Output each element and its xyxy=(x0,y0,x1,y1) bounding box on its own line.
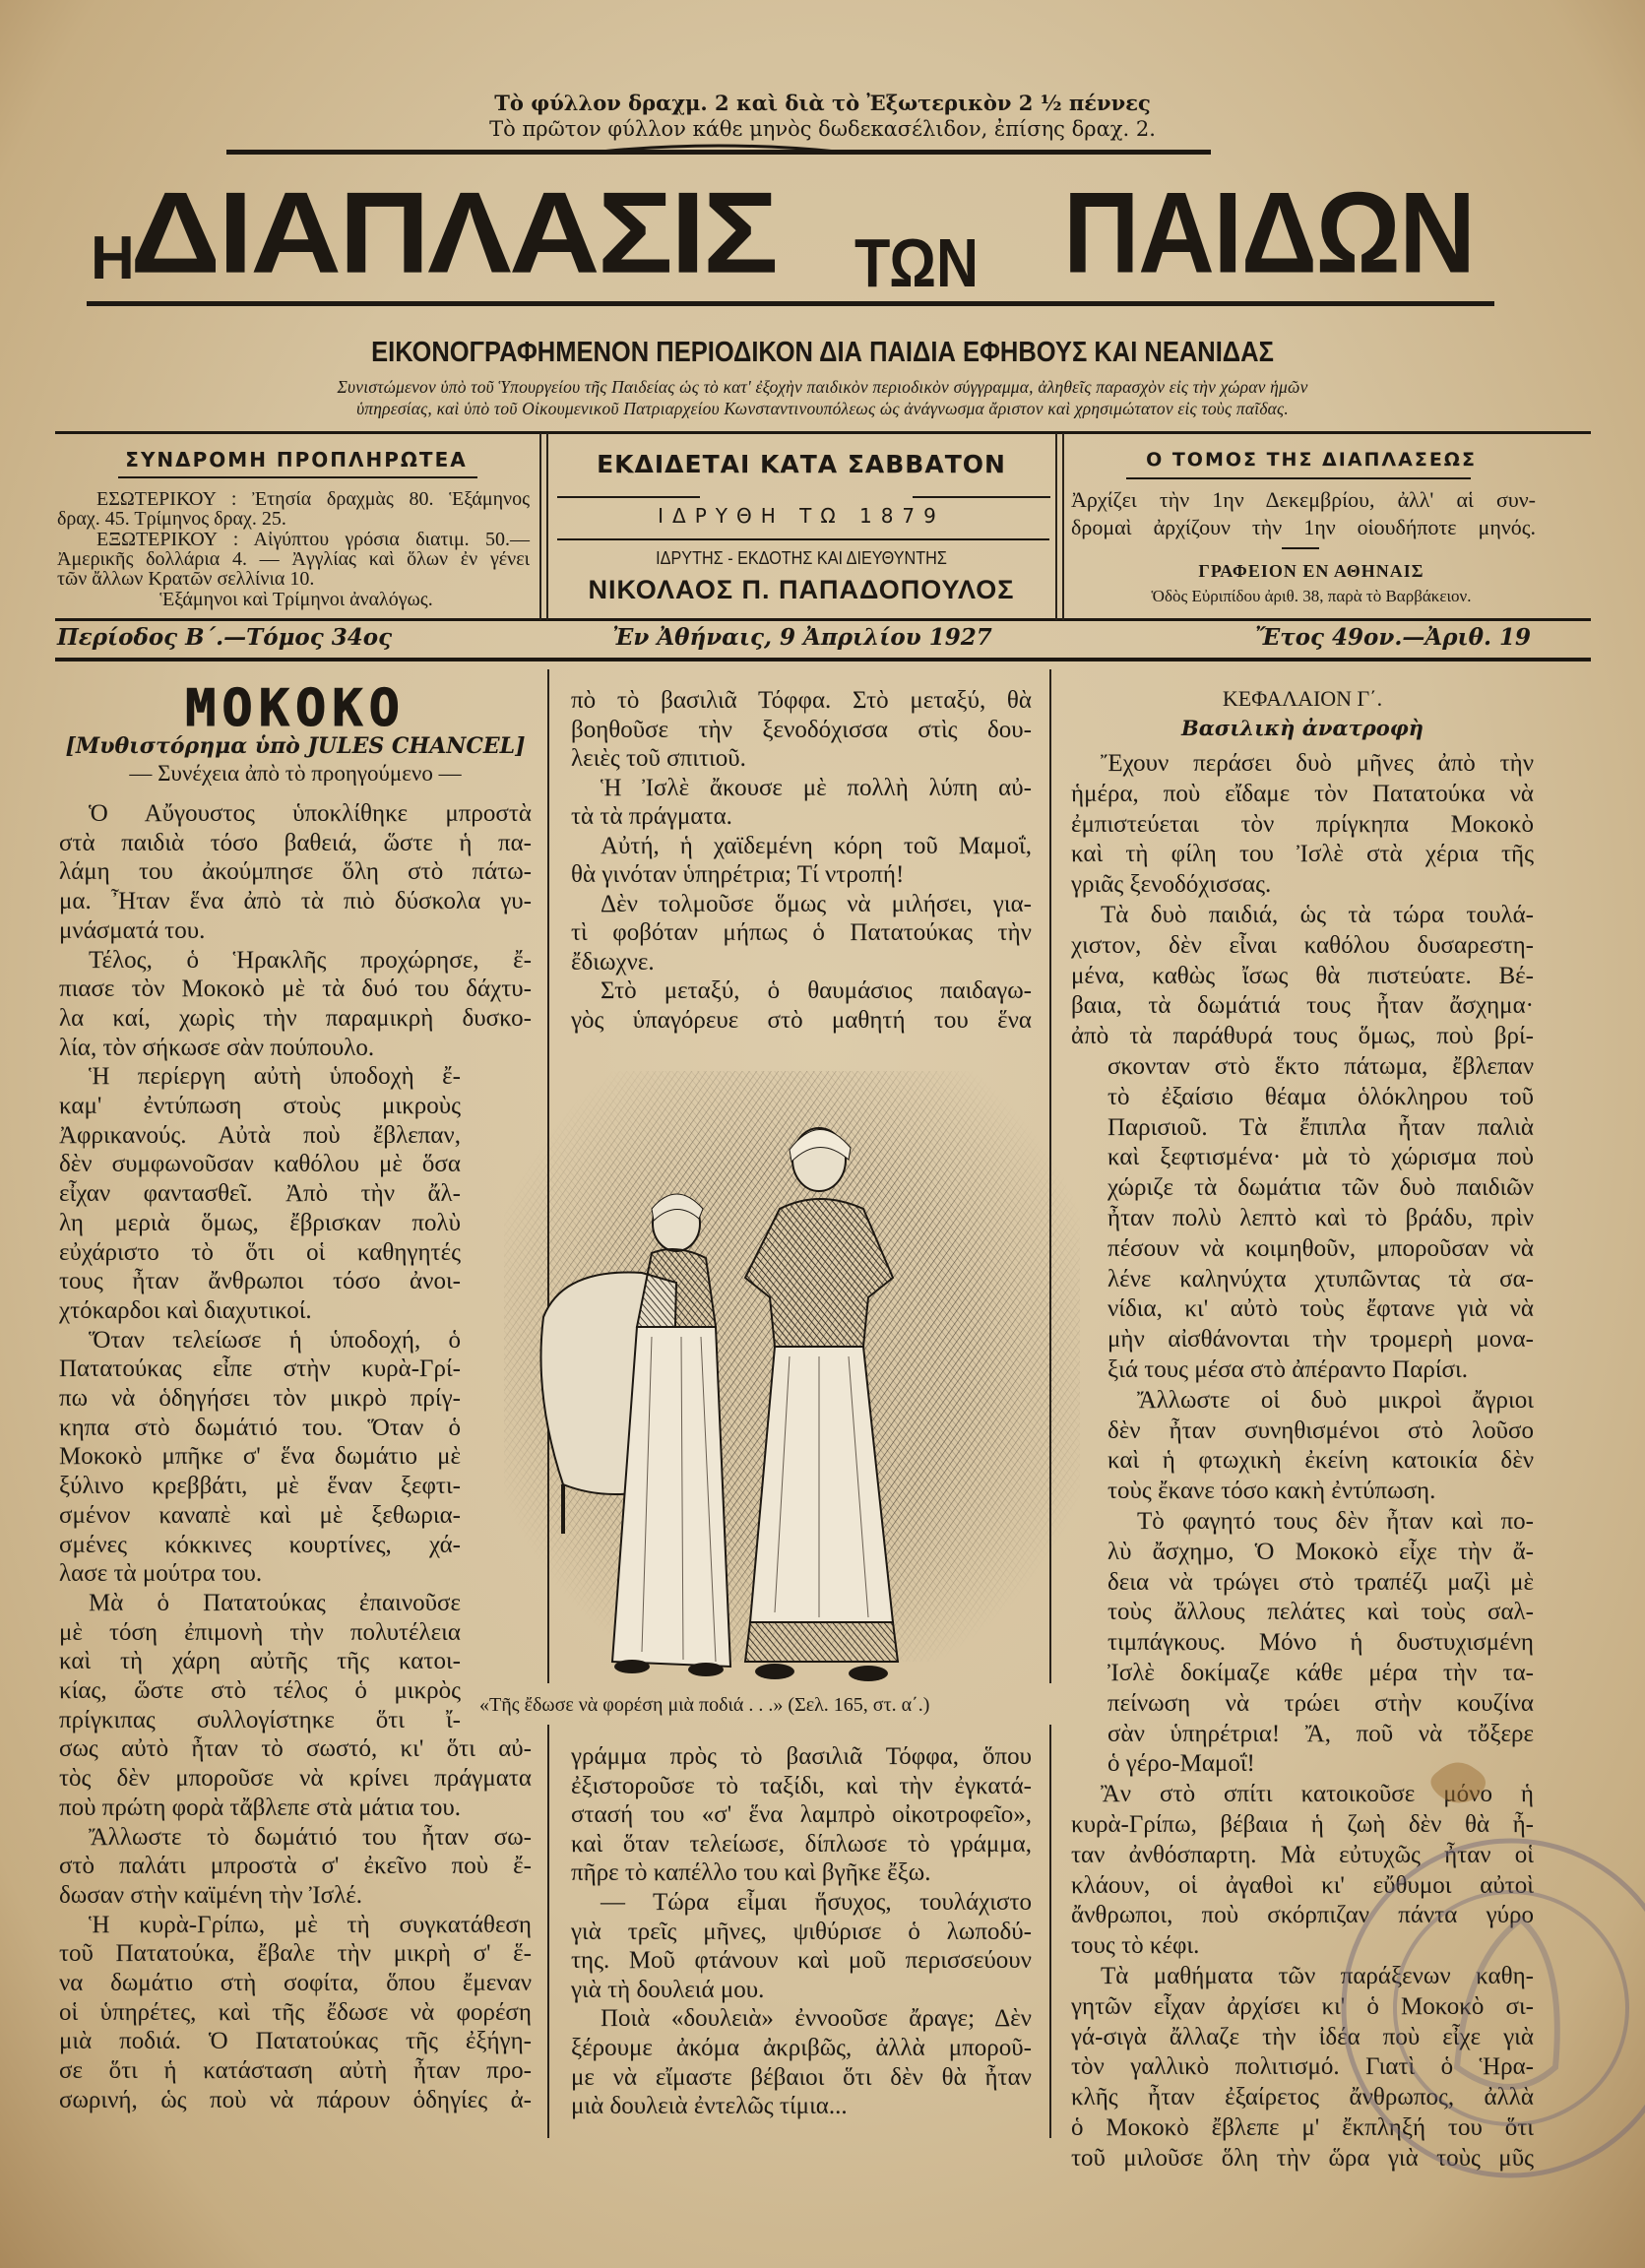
article-text-line: χτόκαρδοι καὶ διαχυτικοί. xyxy=(59,1296,312,1324)
article-text-line: λάμη του ἀκούμπησε ὅλη στὸ πάτω- xyxy=(59,858,532,886)
article-text-line: εἶχαν φαντασθεῖ. Ἀπὸ τὴν ἄλ- xyxy=(59,1180,461,1208)
article-text-line: της. Μοῦ φτάνουν καὶ μοῦ περισσεύουν xyxy=(571,1947,1032,1975)
article-text-line: κυρὰ-Γρίπω, βέβαια ἡ ζωὴ δὲν θὰ ἦ- xyxy=(1071,1811,1534,1838)
article-text-line: σμένον καναπὲ καὶ μὲ ξεθωρια- xyxy=(59,1501,461,1529)
article-text-line: μένα, καθὼς ἴσως θὰ πιστεύατε. Βέ- xyxy=(1071,962,1534,989)
article-text-line: πῆρε τὸ καπέλλο του καὶ βγῆκε ἔξω. xyxy=(571,1859,931,1887)
article-text-line: τοῦ Πατατούκα, ἔβαλε τὴν μικρὴ σ' ἕ- xyxy=(59,1940,532,1968)
article-text-line: σωρινή, ὡς ποὺ νὰ πάρουν ὁδηγίες ἀ- xyxy=(59,2086,532,2113)
article-text-line: ἄνθρωποι, ποὺ σκόρπιζαν πάντα γύρο xyxy=(1071,1902,1534,1929)
article-text-line: Παρισιοῦ. Τὰ ἔπιπλα ἦταν παλιὰ xyxy=(1107,1113,1534,1141)
article-text-line: στὸ παλάτι μπροστὰ σ' ἐκεῖνο ποὺ ἔ- xyxy=(59,1853,532,1880)
article-text-line: τὸν γαλλικὸ πολιτισμό. Γιατὶ ὁ Ἡρα- xyxy=(1071,2053,1534,2081)
article-text-line: δὲν συμφωνοῦσαν καθόλου μὲ ὅσα xyxy=(59,1151,461,1178)
recommendation-line-2: ὑπηρεσίας, καὶ ὑπὸ τοῦ Οἰκουμενικοῦ Πατριαρχείου Κωνσταντινουπόλεως ὡς ἀνάγνωσμα ἄριστον καὶ χρησιμώτατον εἰς τοὺς παῖδας. xyxy=(356,399,1289,418)
article-text-line: καὶ τὴ χάρη αὐτῆς τῆς κατοι- xyxy=(59,1648,461,1675)
article-text-line: Τὸ φαγητό τους δὲν ἦταν καὶ πο- xyxy=(1137,1508,1534,1535)
boxes-bottom-rule xyxy=(55,618,1591,621)
article-text-line: πέσουν νὰ κοιμηθοῦν, μποροῦσαν νὰ xyxy=(1107,1234,1534,1262)
article-text-line: χώριζε τὰ δωμάτια τῶν δυὸ παιδιῶν xyxy=(1107,1174,1534,1202)
article-text-line: πείνωση νὰ τρώει στὴν κουζίνα xyxy=(1107,1689,1534,1717)
article-text-line: δὲν ἦταν συνηθισμένοι στὸ λοῦσο xyxy=(1107,1417,1534,1444)
masthead-word-ton: ΤΩΝ xyxy=(854,224,979,301)
article-text-line: ποὺ πρώτη φορὰ τἄβλεπε στὰ μάτια του. xyxy=(59,1794,461,1821)
rule xyxy=(557,496,700,498)
article-text-line: μνάσματά του. xyxy=(59,916,206,944)
recommendation-line-1: Συνιστώμενον ὑπὸ τοῦ Ὑπουργείου τῆς Παιδείας ὡς τὸ κατ' ἐξοχὴν παιδικὸν περιοδικὸν σύγγραμμα, ἀληθεῖς παρασχὸν εἰς τὴν χώραν ἡμῶν xyxy=(337,377,1308,397)
rule xyxy=(913,496,1050,498)
article-text-line: τὶ φοβόταν μήπως ὁ Πατατούκας τὴν xyxy=(571,919,1032,946)
chapter-heading: ΚΕΦΑΛΑΙΟΝ Γ΄. xyxy=(1222,686,1383,711)
article-text-line: τοὺς ἔκανε τόσο κακὴ ἐντύπωση. xyxy=(1107,1478,1436,1505)
box-divider xyxy=(539,433,541,620)
article-text-line: ὁ Μοκοκὸ ἔβλεπε μ' ἔκπληξή του ὅτι xyxy=(1071,2114,1534,2141)
article-text-line: λα καί, χωρὶς τὴν παραμικρὴ δυσκο- xyxy=(59,1004,532,1032)
article-text-line: λὺ ἄσχημο, Ὁ Μοκοκὸ εἶχε τὴν ἄ- xyxy=(1107,1538,1534,1565)
column-rule xyxy=(547,1725,549,2138)
article-text-line: καμ' ἐντύπωση στοὺς μικροὺς xyxy=(59,1093,461,1119)
article-text-line: ἔδιωχνε. xyxy=(571,948,655,976)
masthead-article: Η xyxy=(91,224,135,292)
publication-schedule: ΕΚΔΙΔΕΤΑΙ ΚΑΤΑ ΣΑΒΒΑΤΟΝ xyxy=(597,450,1006,478)
article-text-line: βαια, τὰ δωμάτιά τους ἦταν ἄσχημα· xyxy=(1071,992,1534,1020)
article-text-line: χιστον, δὲν εἶναι καθόλου δυσαρεστη- xyxy=(1071,931,1534,959)
masthead-word-paidon: ΠΑΙΔΩΝ xyxy=(1063,168,1475,298)
subscription-line: Ἀμερικῆς δολλάρια 4. — Ἀγγλίας καὶ ὅλων ἐν γένει xyxy=(57,548,530,570)
dateline-rule xyxy=(55,658,1591,662)
article-text-line: τὸς δὲν μποροῦσε νὰ κρίνει πράγματα xyxy=(59,1765,532,1793)
masthead-subtitle: ΕΙΚΟΝΟΓΡΑΦΗΜΕΝΟΝ ΠΕΡΙΟΔΙΚΟΝ ΔΙΑ ΠΑΙΔΙΑ ΕΦΗΒΟΥΣ ΚΑΙ ΝΕΑΝΙΔΑΣ xyxy=(371,337,1274,368)
subscription-title: ΣΥΝΔΡΟΜΗ ΠΡΟΠΛΗΡΩΤΕΑ xyxy=(125,448,468,472)
article-text-line: λία, τὸν σήκωσε σὰν πούπουλο. xyxy=(59,1034,375,1061)
article-text-line: σκονταν στὸ ἕκτο πάτωμα, ἔβλεπαν xyxy=(1107,1053,1534,1080)
article-text-line: λειὲς τοῦ σπιτιοῦ. xyxy=(571,745,746,772)
rule xyxy=(1282,547,1319,549)
paper-stain xyxy=(1418,1752,1496,1811)
office-address: Ὁδὸς Εὐριπίδου ἀριθ. 38, παρὰ τὸ Βαρβάκειον. xyxy=(1151,587,1472,605)
article-text-line: Στὸ μεταξύ, ὁ θαυμάσιος παιδαγω- xyxy=(601,977,1032,1004)
volume-line-2: δρομαὶ ἀρχίζουν τὴν 1ην οἱουδήποτε μηνός. xyxy=(1071,515,1536,539)
article-text-line: βοηθοῦσε τὴν ξενοδόχισσα στὶς δου- xyxy=(571,716,1032,743)
illustration-two-women-apron xyxy=(504,1071,1080,1701)
article-text-line: σως αὐτὸ ἦταν τὸ σωστό, κι' ὅτι αὐ- xyxy=(59,1735,532,1763)
article-text-line: τους τὸ κέφι. xyxy=(1071,1932,1200,1960)
boxes-top-rule xyxy=(55,431,1591,434)
article-text-line: ἀπὸ τὰ παράθυρά τους ὅμως, ποὺ βρί- xyxy=(1071,1023,1534,1050)
publisher-name: ΝΙΚΟΛΑΟΣ Π. ΠΑΠΑΔΟΠΟΥΛΟΣ xyxy=(588,575,1015,604)
article-text-line: κλῆς ἦταν ἐξαίρετος ἄνθρωπος, ἀλλὰ xyxy=(1071,2084,1534,2111)
article-text-line: Ἄλλωστε οἱ δυὸ μικροὶ ἄγριοι xyxy=(1137,1386,1534,1414)
continued-note: — Συνέχεια ἀπὸ τὸ προηγούμενο — xyxy=(129,761,462,786)
article-text-line: ἐξιστοροῦσε τὸ ταξίδι, καὶ τὴν ἐγκατά- xyxy=(571,1772,1032,1799)
article-text-line: γὸς ὑπαγόρευε στὸ μαθητή του ἕνα xyxy=(571,1006,1032,1034)
article-text-line: κλάουν, οἱ ἀγαθοὶ κι' εὔθυμοι αὐτοὶ xyxy=(1071,1871,1534,1899)
article-text-line: εὐχάριστο τὸ ὅτι οἱ καθηγητές xyxy=(59,1238,461,1266)
article-text-line: κίας, ὥστε στὸ τέλος ὁ μικρὸς xyxy=(59,1677,461,1704)
article-text-line: ἐμπιστεύεται τὸν πρίγκηπα Μοκοκὸ xyxy=(1071,810,1534,838)
box-divider xyxy=(1055,433,1057,620)
article-text-line: πὸ τὸ βασιλιᾶ Τόφφα. Στὸ μεταξύ, θὰ xyxy=(571,687,1032,714)
volume-title-underline xyxy=(1126,477,1471,479)
article-text-line: σὰν ὑπηρέτρια! Ἄ, ποῦ νὰ τὄξερε xyxy=(1107,1720,1534,1747)
article-text-line: γητῶν εἶχαν ἀρχίσει κι' ὁ Μοκοκὸ σι- xyxy=(1071,1992,1534,2020)
price-note: Τὸ φύλλον δραχμ. 2 καὶ διὰ τὸ Ἐξωτερικὸν 2 ½ πέννες xyxy=(494,91,1151,115)
volume-title: Ο ΤΟΜΟΣ ΤΗΣ ΔΙΑΠΛΑΣΕΩΣ xyxy=(1146,449,1477,471)
article-text-line: σε ὅτι ἡ κατάσταση αὐτὴ ἦταν προ- xyxy=(59,2057,532,2085)
illustration-caption: «Τῆς ἔδωσε νὰ φορέση μιὰ ποδιά . . .» (Σελ. 165, στ. α΄.) xyxy=(479,1694,930,1716)
article-text-line: Τὰ μαθήματα τῶν παράξενων καθη- xyxy=(1101,1963,1534,1989)
article-text-line: καὶ τὴ φίλη του Ἰσλὲ στὰ χέρια τῆς xyxy=(1071,841,1534,868)
article-text-line: πω νὰ ὁδηγήσει τὸν μικρὸ πρίγ- xyxy=(59,1385,461,1412)
article-text-line: στασή του «σ' ἕνα λαμπρὸ οἰκοτροφεῖο», xyxy=(571,1801,1032,1829)
article-text-line: μὴν αἰσθάνονται τὴν τρομερὴ μονα- xyxy=(1107,1326,1534,1354)
article-text-line: Ὁ Αὔγουστος ὑποκλίθηκε μπροστὰ xyxy=(89,800,532,827)
article-text-line: Ἡ περίεργη αὐτὴ ὑποδοχὴ ἔ- xyxy=(89,1063,461,1091)
article-text-line: κηπα στὸ δωμάτιό του. Ὅταν ὁ xyxy=(59,1414,461,1441)
article-text-line: γριᾶς ξενοδόχισσας. xyxy=(1071,871,1272,899)
article-text-line: ξύλινο κρεββάτι, μὲ ἕναν ξεφτι- xyxy=(59,1473,461,1500)
chapter-title: Βασιλικὴ ἀνατροφὴ xyxy=(1180,716,1424,740)
masthead-word-diaplasis: ΔΙΑΠΛΑΣΙΣ xyxy=(130,168,777,298)
article-text-line: Μὰ ὁ Πατατούκας ἐπαινοῦσε xyxy=(89,1589,461,1616)
subscription-line: δραχ. 45. Τρίμηνος δραχ. 25. xyxy=(57,508,286,530)
article-text-line: γράμμα πρὸς τὸ βασιλιᾶ Τόφφα, ὅπου xyxy=(571,1743,1032,1770)
article-text-line: γιὰ τὴ δουλειά μου. xyxy=(571,1976,765,2003)
article-text-line: Ἀφρικανούς. Αὐτὰ ποὺ ἔβλεπαν, xyxy=(59,1121,461,1149)
article-text-line: Ἡ κυρὰ-Γρίπω, μὲ τὴ συγκατάθεση xyxy=(89,1911,532,1938)
article-text-line: πιασε τὸν Μοκοκὸ μὲ τὰ δυό του δάχτυ- xyxy=(59,976,532,1003)
article-text-line: Αὐτή, ἡ χαϊδεμένη κόρη τοῦ Μαμοΐ, xyxy=(601,832,1032,859)
article-text-line: καὶ ἡ φτωχικὴ ἐκείνη κατοικία δὲν xyxy=(1107,1447,1534,1475)
masthead-top-ornament xyxy=(226,144,1211,163)
article-text-line: Τὰ δυὸ παιδιά, ὡς τὰ τώρα τουλά- xyxy=(1101,902,1534,928)
article-text-line: Τέλος, ὁ Ἡρακλῆς προχώρησε, ἔ- xyxy=(89,946,532,974)
article-text-line: Μοκοκὸ μπῆκε σ' ἕνα δωμάτιο μὲ xyxy=(59,1443,461,1471)
article-text-line: ἦταν πολὺ λεπτὸ καὶ τὸ βράδυ, πρὶν xyxy=(1107,1205,1534,1231)
article-text-line: λασε τὰ μούτρα του. xyxy=(59,1560,263,1588)
article-text-line: ὁ γέρο-Μαμοΐ! xyxy=(1107,1750,1255,1778)
box-divider xyxy=(1062,433,1064,620)
subscription-line: ΕΞΩΤΕΡΙΚΟΥ : Αἰγύπτου γρόσια διατιμ. 50.— xyxy=(96,529,530,550)
article-text-line: καὶ ὅταν τελείωσε, δίπλωσε τὸ γράμμα, xyxy=(571,1830,1032,1858)
office-title: ΓΡΑΦΕΙΟΝ ΕΝ ΑΘΗΝΑΙΣ xyxy=(1198,561,1424,581)
rule xyxy=(557,538,1049,540)
issue-date: Ἐν Ἀθήναις, 9 Ἀπριλίου 1927 xyxy=(612,624,992,651)
article-text-line: καὶ ξεφτισμένα· μὰ τὸ χώρισμα ποὺ xyxy=(1107,1144,1534,1171)
article-text-line: Ποιὰ «δουλειὰ» ἐννοοῦσε ἄραγε; Δὲν xyxy=(601,2005,1032,2033)
article-text-line: Ὅταν τελείωσε ἡ ὑποδοχή, ὁ xyxy=(89,1326,461,1354)
subscription-line: Ἑξάμηνοι καὶ Τρίμηνοι ἀναλόγως. xyxy=(159,589,433,610)
article-text-line: ξιά τους μέσα στὸ ἀπέραντο Παρίσι. xyxy=(1107,1356,1468,1383)
article-text-line: Ἡ Ἰσλὲ ἄκουσε μὲ πολλὴ λύπη αὐ- xyxy=(601,774,1032,801)
article-text-line: γιὰ τρεῖς μῆνες, ψιθύρισε ὁ λωποδύ- xyxy=(571,1918,1032,1945)
subscription-line: ΕΣΩΤΕΡΙΚΟΥ : Ἐτησία δραχμὰς 80. Ἑξάμηνος xyxy=(96,488,530,510)
box-divider xyxy=(546,433,548,620)
article-byline: [Μυθιστόρημα ὑπὸ JULES CHANCEL] xyxy=(65,733,526,759)
article-text-line: Ἔχουν περάσει δυὸ μῆνες ἀπὸ τὴν xyxy=(1101,750,1534,777)
article-text-line: με νὰ εἴμαστε βέβαιοι ὅτι δὲν θὰ ἦταν xyxy=(571,2063,1032,2091)
article-text-line: τὸ ἐξαίσιο θέαμα ὁλόκληρου τοῦ xyxy=(1107,1083,1534,1110)
article-text-line: μα. Ἦταν ἕνα ἀπὸ τὰ πιὸ δύσκολα γυ- xyxy=(59,888,532,915)
article-text-line: να δωμάτιο στὴ σοφίτα, ὅπου ἔμεναν xyxy=(59,1970,532,1996)
article-text-line: θὰ γινόταν ὑπηρέτρια; Τί ντροπή! xyxy=(571,861,905,888)
first-issue-note: Τὸ πρῶτον φύλλον κάθε μηνὸς δωδεκασέλιδον, ἐπίσης δραχ. 2. xyxy=(489,117,1156,141)
article-text-line: τιμπάγκους. Μόνο ἡ δυστυχισμένη xyxy=(1107,1629,1534,1657)
article-text-line: οἱ ὑπηρέτες, καὶ τῆς ἔδωσε νὰ φορέση xyxy=(59,1998,532,2026)
article-text-line: — Τώρα εἶμαι ἥσυχος, τουλάχιστο xyxy=(601,1889,1032,1916)
founded-year: ΙΔΡΥΘΗ ΤΩ 1879 xyxy=(658,504,945,528)
year-issue-number: Ἔτος 49ον.—Ἀριθ. 19 xyxy=(1255,624,1531,651)
article-text-line: Δὲν τολμοῦσε ὅμως νὰ μιλήσει, για- xyxy=(601,890,1032,917)
article-text-line: ἡμέρα, ποὺ εἴδαμε τὸν Πατατούκα νὰ xyxy=(1071,780,1534,807)
archive-stamp xyxy=(1309,1811,1645,2205)
article-text-line: μὲ τόση ἐπιμονὴ τὴν πολυτέλεια xyxy=(59,1618,461,1646)
article-title: ΜΟΚΟΚΟ xyxy=(185,679,406,738)
article-text-line: τὰ τὰ πράγματα. xyxy=(571,803,732,830)
subscription-title-underline xyxy=(118,476,477,478)
article-text-line: Ἰσλὲ δοκίμαζε κάθε μέρα τὴν τα- xyxy=(1107,1660,1534,1686)
article-text-line: λένε καληνύχτα χτυπῶντας τὰ σα- xyxy=(1107,1265,1534,1292)
article-text-line: δωσαν στὴν καϊμένη τὴν Ἰσλέ. xyxy=(59,1881,363,1909)
subscription-line: τῶν ἄλλων Κρατῶν σελλίνια 10. xyxy=(57,568,315,590)
article-text-line: ξέρουμε ἀκόμα ἀκριβῶς, ἀλλὰ μποροῦ- xyxy=(571,2035,1032,2061)
publisher-role: ΙΔΡΥΤΗΣ - ΕΚΔΟΤΗΣ ΚΑΙ ΔΙΕΥΘΥΝΤΗΣ xyxy=(656,548,947,568)
article-text-line: ταν ἀνθόσπαρτη. Μὰ εὐτυχῶς ἦταν οἱ xyxy=(1071,1841,1534,1868)
article-text-line: πρίγκιπας συλλογίστηκε ὅτι ἴ- xyxy=(59,1706,461,1733)
article-text-line: γά-σιγὰ ἄλλαζε τὴν ἰδέα ποὺ εἶχε γιὰ xyxy=(1071,2023,1534,2050)
masthead-underline xyxy=(87,301,1494,306)
period-volume: Περίοδος Β΄.—Τόμος 34ος xyxy=(57,624,393,651)
article-text-line: δεια νὰ τρώγει στὸ τραπέζι μαζὶ μὲ xyxy=(1107,1568,1534,1596)
article-text-line: μιὰ δουλειὰ ἐντελῶς τίμια... xyxy=(571,2093,848,2120)
article-text-line: λη μεριὰ ὅμως, ἔβρισκαν πολὺ xyxy=(59,1209,461,1236)
article-text-line: νίδια, κι' αὐτὸ τοὺς ἔφτανε γιὰ νὰ xyxy=(1107,1295,1534,1323)
article-text-line: τοῦ μιλοῦσε ὅλη τὴν ὥρα γιὰ τοὺς μῦς xyxy=(1071,2144,1534,2172)
article-text-line: στὰ παιδιὰ τόσο βαθειά, ὥστε ἡ πα- xyxy=(59,829,532,856)
article-text-line: μιὰ ποδιά. Ὁ Πατατούκας τῆς ἐξήγη- xyxy=(59,2028,532,2055)
volume-line-1: Ἀρχίζει τὴν 1ην Δεκεμβρίου, ἀλλ' αἱ συν- xyxy=(1071,487,1536,512)
article-text-line: τους ἦταν ἄνθρωποι τόσο ἀνοι- xyxy=(59,1268,461,1295)
article-text-line: τοὺς ἄλλους πελάτες καὶ τοὺς σαλ- xyxy=(1107,1599,1534,1626)
article-text-line: Ἂν στὸ σπίτι κατοικοῦσε μόνο ἡ xyxy=(1101,1781,1534,1808)
article-text-line: Ἄλλωστε τὸ δωμάτιό του ἦταν σω- xyxy=(89,1823,532,1851)
article-text-line: Πατατούκας εἶπε στὴν κυρὰ-Γρί- xyxy=(59,1355,461,1383)
article-text-line: σμένες κόκκινες κουρτίνες, χά- xyxy=(59,1531,461,1558)
column-rule xyxy=(1049,1725,1051,2138)
